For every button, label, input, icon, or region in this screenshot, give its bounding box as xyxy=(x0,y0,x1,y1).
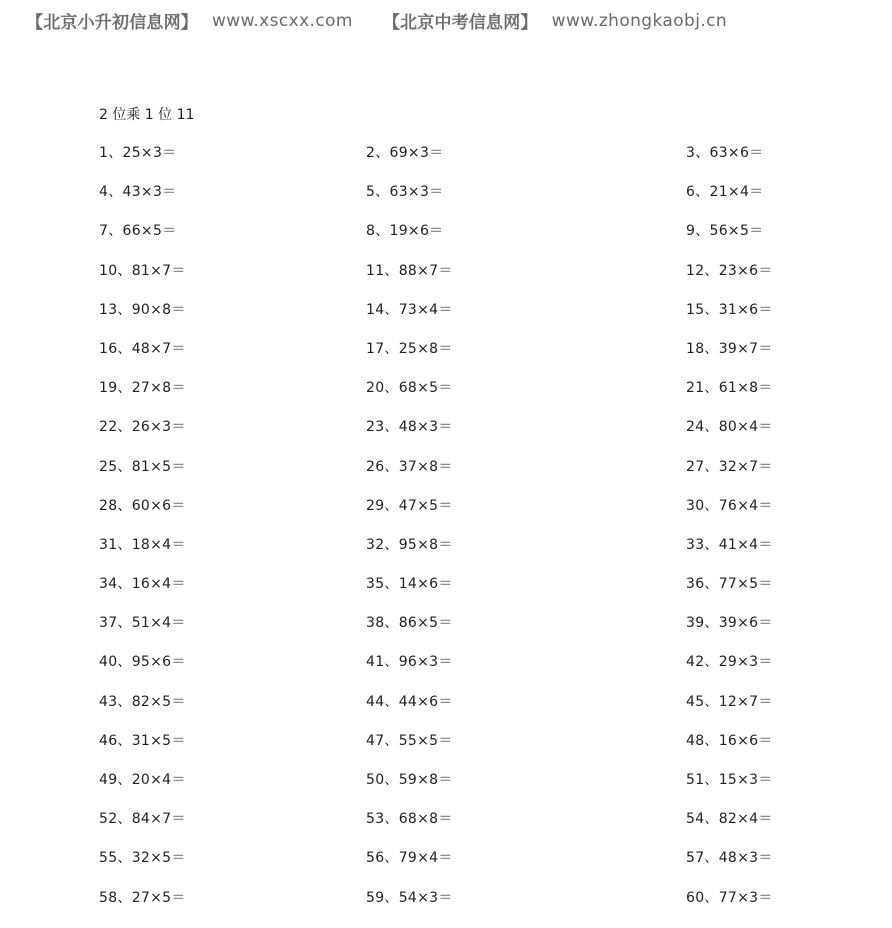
problem-item: 37、51×4＝ xyxy=(99,615,186,632)
problem-item: 11、88×7＝ xyxy=(366,262,453,279)
problem-row xyxy=(99,260,819,299)
problem-item: 12、23×6＝ xyxy=(686,262,773,279)
problem-item: 38、86×5＝ xyxy=(366,615,453,632)
problem-row xyxy=(99,651,819,690)
problem-item: 4、43×3＝ xyxy=(99,184,177,201)
problem-item: 14、73×4＝ xyxy=(366,301,453,318)
problem-row xyxy=(99,416,819,455)
problem-row xyxy=(99,808,819,847)
problem-item: 39、39×6＝ xyxy=(686,615,773,632)
problem-item: 1、25×3＝ xyxy=(99,145,177,161)
problem-item: 2、69×3＝ xyxy=(366,145,444,161)
problem-item: 28、60×6＝ xyxy=(99,497,186,514)
problem-item: 40、95×6＝ xyxy=(99,654,186,671)
site1-name: 【北京小升初信息网】 xyxy=(26,13,198,33)
site2-name: 【北京中考信息网】 xyxy=(382,13,538,33)
problem-row xyxy=(99,220,819,259)
problem-item: 53、68×8＝ xyxy=(366,811,453,828)
problem-item: 13、90×8＝ xyxy=(99,301,186,318)
problem-item: 30、76×4＝ xyxy=(686,497,773,514)
problem-item: 42、29×3＝ xyxy=(686,654,773,671)
problem-item: 33、41×4＝ xyxy=(686,536,773,553)
problem-item: 43、82×5＝ xyxy=(99,693,186,710)
problem-item: 5、63×3＝ xyxy=(366,184,444,201)
problem-row xyxy=(99,534,819,573)
problem-item: 34、16×4＝ xyxy=(99,576,186,593)
problem-row xyxy=(99,299,819,338)
problem-item: 47、55×5＝ xyxy=(366,732,453,749)
problem-item: 48、16×6＝ xyxy=(686,732,773,749)
problem-item: 16、48×7＝ xyxy=(99,340,186,357)
problem-item: 50、59×8＝ xyxy=(366,772,453,788)
problem-item: 58、27×5＝ xyxy=(99,889,186,906)
problem-row xyxy=(99,573,819,612)
problem-row xyxy=(99,612,819,651)
problem-item: 41、96×3＝ xyxy=(366,654,453,671)
problem-item: 51、15×3＝ xyxy=(686,772,773,788)
problem-item: 8、19×6＝ xyxy=(366,223,444,240)
problem-row xyxy=(99,730,819,769)
problem-row xyxy=(99,691,819,730)
problem-item: 49、20×4＝ xyxy=(99,772,186,788)
problem-item: 27、32×7＝ xyxy=(686,458,773,475)
problem-item: 32、95×8＝ xyxy=(366,536,453,553)
problem-item: 54、82×4＝ xyxy=(686,811,773,828)
problem-item: 56、79×4＝ xyxy=(366,850,453,867)
problem-item: 19、27×8＝ xyxy=(99,380,186,397)
problem-row xyxy=(99,495,819,534)
site2-url[interactable]: www.zhongkaobj.cn xyxy=(551,10,728,31)
problem-grid xyxy=(99,142,819,926)
problem-row xyxy=(99,142,819,181)
problem-item: 46、31×5＝ xyxy=(99,732,186,749)
problem-item: 21、61×8＝ xyxy=(686,380,773,397)
worksheet-title: 2 位乘 1 位 11 xyxy=(99,107,195,123)
problem-item: 57、48×3＝ xyxy=(686,850,773,867)
problem-item: 20、68×5＝ xyxy=(366,380,453,397)
problem-item: 59、54×3＝ xyxy=(366,889,453,906)
problem-item: 15、31×6＝ xyxy=(686,301,773,318)
problem-item: 7、66×5＝ xyxy=(99,223,177,240)
problem-item: 6、21×4＝ xyxy=(686,184,764,201)
problem-item: 18、39×7＝ xyxy=(686,340,773,357)
problem-item: 23、48×3＝ xyxy=(366,419,453,436)
problem-item: 55、32×5＝ xyxy=(99,850,186,867)
problem-item: 45、12×7＝ xyxy=(686,693,773,710)
problem-item: 29、47×5＝ xyxy=(366,497,453,514)
problem-row xyxy=(99,338,819,377)
problem-row xyxy=(99,181,819,220)
problem-item: 24、80×4＝ xyxy=(686,419,773,436)
problem-item: 25、81×5＝ xyxy=(99,458,186,475)
page-header xyxy=(26,8,727,34)
problem-item: 35、14×6＝ xyxy=(366,576,453,593)
problem-item: 3、63×6＝ xyxy=(686,145,764,161)
problem-item: 22、26×3＝ xyxy=(99,419,186,436)
problem-item: 36、77×5＝ xyxy=(686,576,773,593)
problem-row xyxy=(99,769,819,808)
problem-item: 9、56×5＝ xyxy=(686,223,764,240)
problem-row xyxy=(99,887,819,926)
problem-item: 10、81×7＝ xyxy=(99,262,186,279)
problem-item: 31、18×4＝ xyxy=(99,536,186,553)
problem-item: 26、37×8＝ xyxy=(366,458,453,475)
problem-row xyxy=(99,847,819,886)
problem-row xyxy=(99,377,819,416)
problem-item: 44、44×6＝ xyxy=(366,693,453,710)
problem-item: 60、77×3＝ xyxy=(686,889,773,906)
problem-row xyxy=(99,456,819,495)
problem-item: 17、25×8＝ xyxy=(366,340,453,357)
problem-item: 52、84×7＝ xyxy=(99,811,186,828)
site1-url[interactable]: www.xscxx.com xyxy=(212,10,353,31)
